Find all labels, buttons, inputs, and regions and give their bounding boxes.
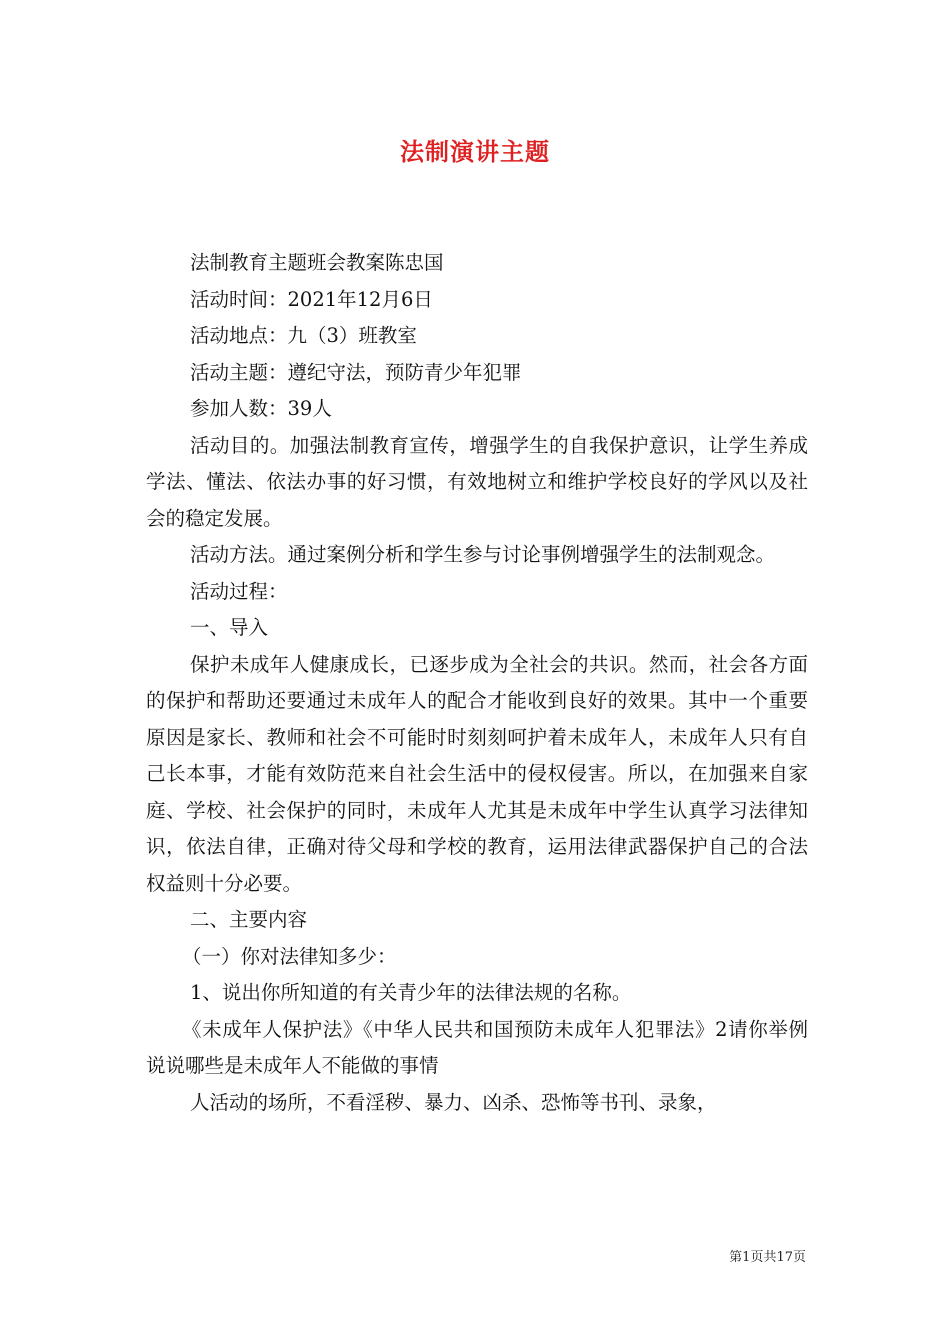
document-title: 法制演讲主题 (400, 137, 550, 166)
intro-heading: 一、导入 (190, 616, 269, 639)
question-line: 1、说出你所知道的有关青少年的法律法规的名称。 (190, 981, 632, 1004)
page-number: 第1页共17页 (729, 1250, 806, 1265)
document-body (146, 245, 808, 1121)
activity-theme-line: 活动主题：遵纪守法，预防青少年犯罪 (190, 360, 522, 384)
activity-time-line: 活动时间：2021年12月6日 (190, 287, 433, 311)
laws-paragraph: 《未成年人保护法》《中华人民共和国预防未成年人犯罪法》2请你举例说说哪些是未成年人不能做的事情 (146, 1017, 808, 1077)
subsection-heading: （一）你对法律知多少： (182, 944, 397, 968)
purpose-paragraph: 活动目的。加强法制教育宣传，增强学生的自我保护意识，让学生养成学法、懂法、依法办事的好习惯，有效地树立和维护学校良好的学风以及社会的稳定发展。 (146, 433, 808, 530)
intro-paragraph: 保护未成年人健康成长，已逐步成为全社会的共识。然而，社会各方面的保护和帮助还要通过未成年人的配合才能收到良好的效果。其中一个重要原因是家长、教师和社会不可能时时刻刻呵护着未成年人，未成年人只有自己长本事，才能有效防范来自社会生活中的侵权侵害。所以，在加强来自家庭、学校、社会保护的同时，未成年人尤其是未成年中学生认真学习法律知识，依法自律，正确对待父母和学校的教育，运用法律武器保护自己的合法权益则十分必要。 (146, 652, 808, 895)
process-heading: 活动过程： (190, 579, 288, 603)
main-content-heading: 二、主要内容 (190, 908, 308, 931)
activity-place-line: 活动地点：九（3）班教室 (190, 324, 417, 347)
lesson-title-line: 法制教育主题班会教案陈忠国 (190, 251, 444, 274)
continuation-line: 人活动的场所，不看淫秽、暴力、凶杀、恐怖等书刊、录象， (190, 1090, 717, 1114)
participants-line: 参加人数：39人 (190, 397, 332, 420)
method-paragraph: 活动方法。通过案例分析和学生参与讨论事例增强学生的法制观念。 (190, 543, 776, 566)
